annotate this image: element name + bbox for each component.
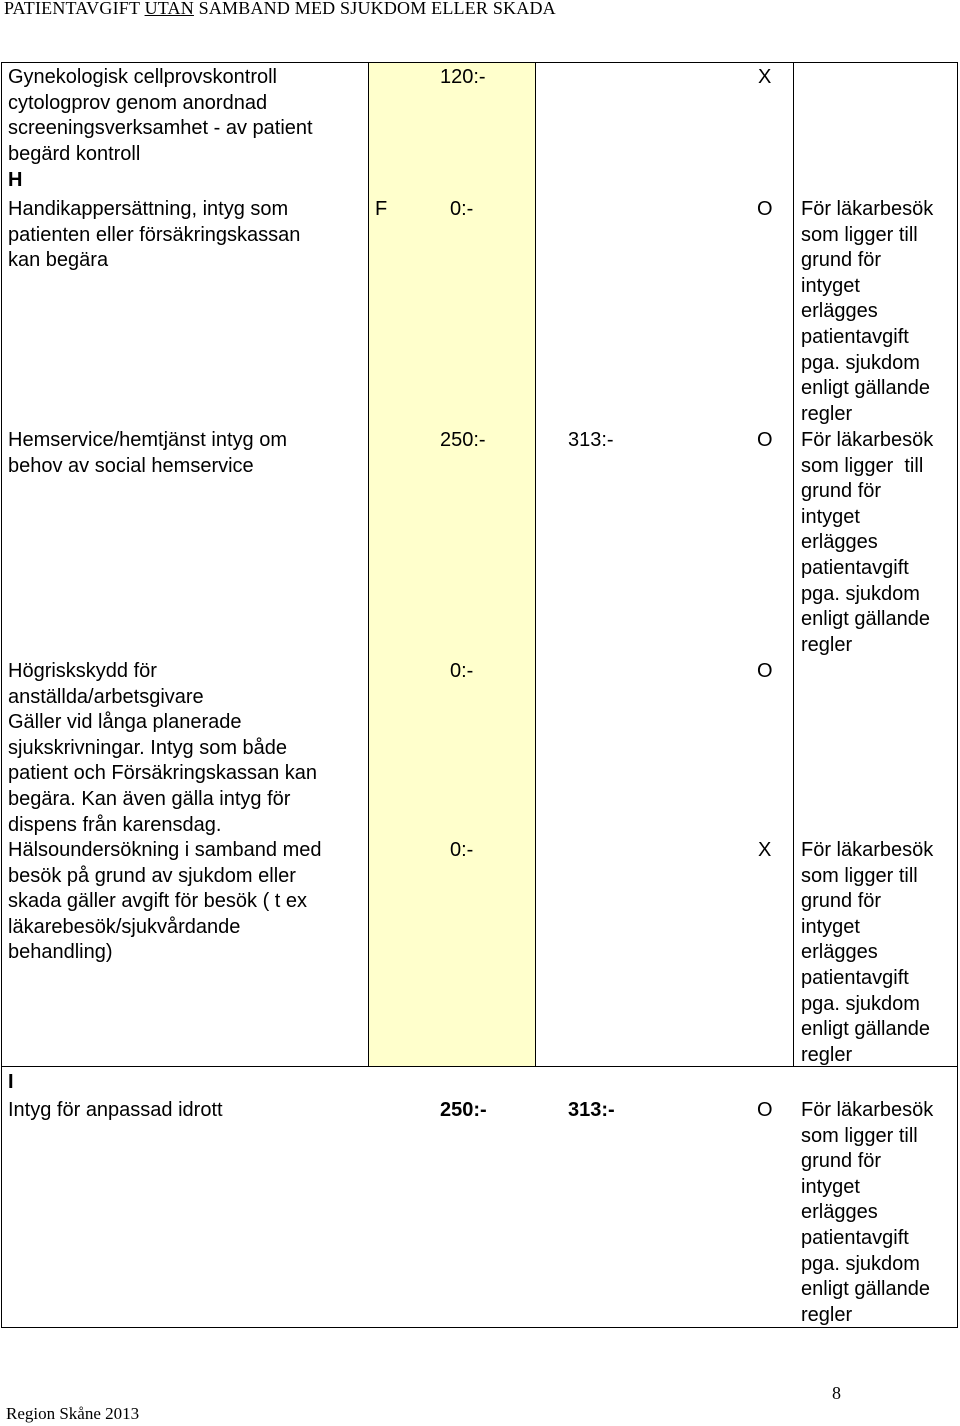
page-number: 8	[832, 1383, 841, 1403]
page-header: PATIENTAVGIFT UTAN SAMBAND MED SJUKDOM ELLER SKADA	[4, 0, 556, 18]
col-divider-1	[368, 62, 369, 1067]
row-fee: 250:-	[440, 1099, 487, 1121]
header-underlined: UTAN	[144, 0, 194, 18]
row-fee-secondary: 313:-	[568, 429, 614, 451]
row-note: För läkarbesök som ligger till grund för intyget erlägges patientavgift pga. sjukdom enligt gällande regler	[801, 1099, 934, 1326]
col-divider-3	[793, 62, 794, 1067]
row-mark: X	[758, 839, 772, 861]
row-mark: O	[757, 660, 773, 682]
row-mark: O	[757, 429, 773, 451]
row-fee: 0:-	[450, 839, 474, 861]
section-letter-i: I	[8, 1071, 14, 1093]
section-letter-h: H	[8, 169, 23, 191]
row-fee: 0:-	[450, 198, 474, 220]
row-description: Gynekologisk cellprovskontroll cytologprov genom anordnad screeningsverksamhet - av patient begärd kontroll	[8, 66, 313, 165]
row-fee: 120:-	[440, 66, 486, 88]
row-note: För läkarbesök som ligger till grund för intyget erlägges patientavgift pga. sjukdom enligt gällande regler	[801, 429, 934, 656]
row-f-flag: F	[375, 198, 388, 220]
row-fee-secondary: 313:-	[568, 1099, 615, 1121]
row-description: Hälsoundersökning i samband med besök på grund av sjukdom eller skada gäller avgift för besök ( t ex läkarebesök/sjukvårdande behandling)	[8, 839, 322, 964]
row-description: Högriskskydd för anställda/arbetsgivare Gäller vid långa planerade sjukskrivningar. Intyg som både patient och Försäkringskassan kan begära. Kan även gälla intyg för dispens från karensdag.	[8, 660, 318, 836]
footer-text: Region Skåne 2013	[6, 1404, 140, 1423]
row-mark: O	[757, 1099, 773, 1121]
col-divider-2	[535, 62, 536, 1067]
row-mark: O	[757, 198, 773, 220]
row-mark: X	[758, 66, 772, 88]
row-fee: 0:-	[450, 660, 474, 682]
row-fee: 250:-	[440, 429, 486, 451]
row-description: Intyg för anpassad idrott	[8, 1099, 223, 1121]
row-description: Handikappersättning, intyg som patienten eller försäkringskassan kan begära	[8, 198, 301, 272]
row-description: Hemservice/hemtjänst intyg om behov av social hemservice	[8, 429, 287, 477]
row-note: För läkarbesök som ligger till grund för intyget erlägges patientavgift pga. sjukdom enligt gällande regler	[801, 198, 934, 425]
row-note: För läkarbesök som ligger till grund för intyget erlägges patientavgift pga. sjukdom enligt gällande regler	[801, 839, 934, 1066]
